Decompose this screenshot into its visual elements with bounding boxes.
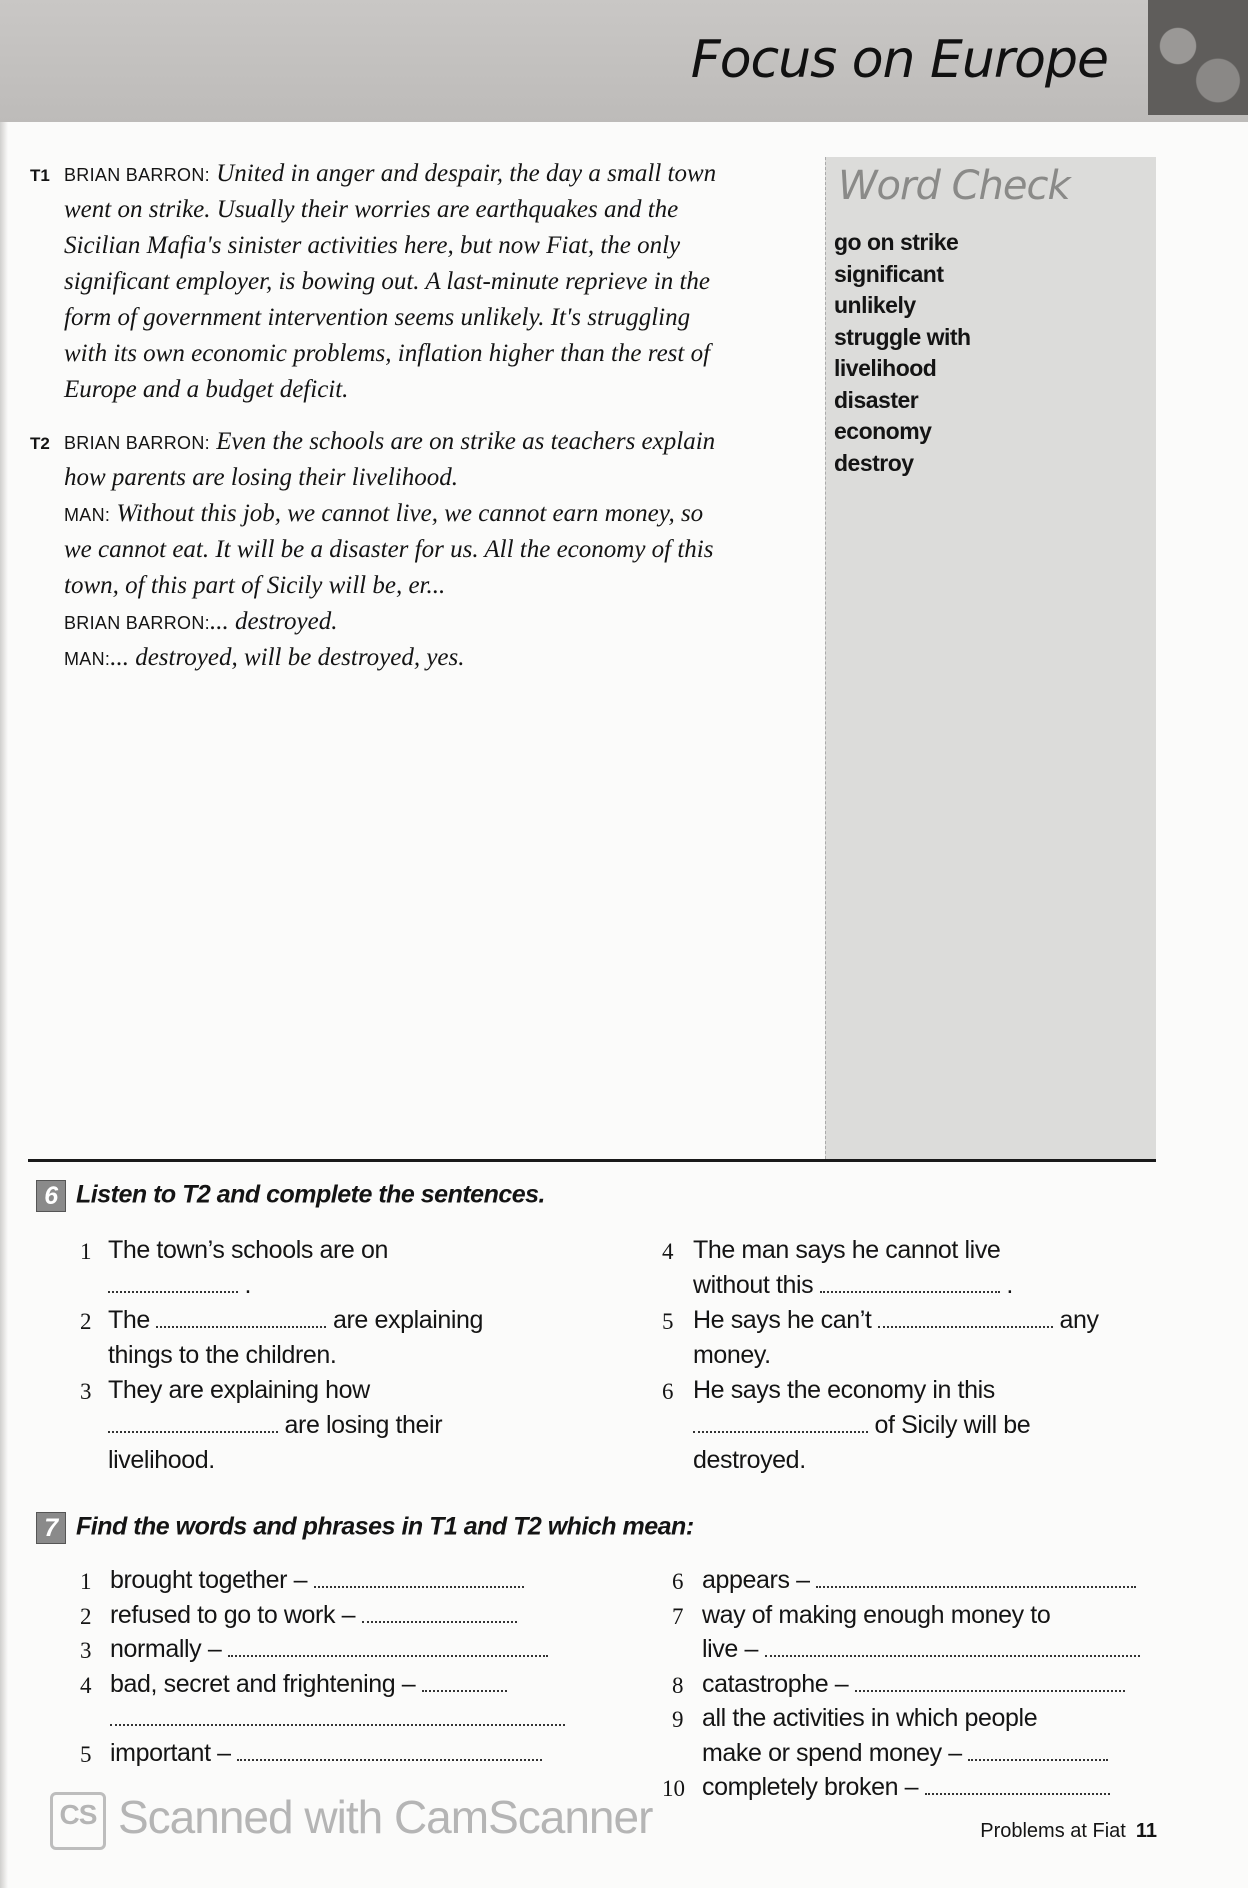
word-check-box: [825, 157, 1156, 1159]
exercise-item-line: [693, 1306, 1099, 1335]
spoken-text: Sicilian Mafia's sinister activities here, but now Fiat, the only: [64, 232, 681, 259]
transcript-line: [30, 608, 810, 644]
item-text: things to the children.: [108, 1341, 337, 1369]
answer-blank[interactable]: [237, 1741, 542, 1761]
spoken-text: significant employer, is bowing out. A last-minute reprieve in the: [64, 268, 710, 295]
item-number: 4: [80, 1672, 92, 1698]
watermark-text: Scanned with CamScanner: [118, 1791, 653, 1843]
europe-map-image: [1148, 0, 1248, 115]
answer-blank[interactable]: [108, 1273, 238, 1293]
transcript-line: [30, 232, 810, 268]
exercise-item-line: [108, 1376, 370, 1405]
word-check-item: destroy: [834, 449, 914, 476]
exercise-item-line: [693, 1376, 995, 1405]
transcript-line: [30, 196, 810, 232]
transcript-line: [30, 572, 810, 608]
transcript-text: [64, 160, 716, 188]
exercise-item-line: [108, 1306, 483, 1335]
transcript-text: [64, 536, 713, 564]
transcript-text: [64, 572, 445, 600]
exercise-item-line: [693, 1341, 771, 1370]
transcript-line: [30, 268, 810, 304]
item-text: appears –: [702, 1566, 817, 1594]
word-check-item: disaster: [834, 386, 919, 413]
exercise-item-line: [693, 1446, 806, 1475]
item-text: any: [1052, 1306, 1099, 1334]
transcript-text: [64, 232, 680, 260]
exercise-6-heading: [36, 1180, 545, 1212]
item-text: important –: [110, 1738, 238, 1767]
speaker-name: MAN:: [64, 505, 111, 525]
transcript-line: [30, 304, 810, 340]
speaker-name: BRIAN BARRON:: [64, 613, 210, 633]
unit-title: Problems at Fiat: [980, 1820, 1126, 1842]
exercise-item-line: [702, 1635, 1140, 1664]
transcript-line: [30, 536, 810, 572]
word-check-item: go on strike: [834, 229, 959, 255]
item-text: He says the economy in this: [693, 1376, 995, 1404]
item-text: of Sicily will be: [868, 1411, 1031, 1439]
word-check-item: significant: [834, 260, 944, 287]
item-text: make or spend money –: [702, 1738, 969, 1767]
spoken-text: town, of this part of Sicily will be, er...: [64, 572, 446, 599]
exercise-item-line: [108, 1411, 442, 1440]
item-text: are losing their: [278, 1411, 443, 1439]
exercise-item-line: [110, 1670, 507, 1699]
word-check-item: economy: [834, 418, 932, 444]
exercise-number-badge: 7: [36, 1512, 66, 1544]
item-number: 10: [662, 1776, 685, 1801]
spoken-text: Europe and a budget deficit.: [64, 376, 349, 403]
item-number: 3: [80, 1379, 92, 1404]
item-number: 5: [80, 1741, 92, 1767]
exercise-item-line: [110, 1601, 517, 1630]
spoken-text: we cannot eat. It will be a disaster for us. All the economy of this: [64, 536, 714, 563]
exercise-item-line: [693, 1411, 1030, 1440]
transcript-text: [64, 268, 710, 296]
spoken-text: how parents are losing their livelihood.: [64, 464, 458, 491]
spoken-text: ... destroyed, will be destroyed, yes.: [110, 644, 465, 671]
exercise-item-line: [108, 1236, 388, 1265]
exercise-instruction: Find the words and phrases in T1 and T2 which mean:: [76, 1512, 694, 1541]
item-number: 5: [662, 1309, 674, 1334]
transcript-t1: [30, 160, 790, 420]
transcript-text: [64, 608, 337, 636]
item-number: 4: [662, 1239, 674, 1264]
spoken-text: United in anger and despair, the day a small town: [209, 160, 717, 187]
transcript-text: [64, 428, 715, 456]
item-text: live –: [702, 1635, 765, 1663]
item-number: 8: [672, 1672, 684, 1698]
exercise-7-heading: [36, 1512, 694, 1544]
word-check-title: Word Check: [838, 163, 1070, 209]
speaker-name: BRIAN BARRON:: [64, 433, 210, 453]
item-number: 9: [672, 1707, 684, 1732]
answer-blank[interactable]: [362, 1603, 517, 1623]
transcript-t2: [30, 428, 790, 688]
item-text: livelihood.: [108, 1446, 215, 1474]
exercise-item-line: [702, 1670, 1125, 1699]
exercise-item-line: [702, 1739, 1108, 1768]
transcript-line: [30, 160, 810, 196]
answer-blank[interactable]: [925, 1775, 1110, 1795]
answer-blank[interactable]: [878, 1308, 1053, 1328]
exercise-item-line: [108, 1341, 336, 1370]
item-number: 1: [80, 1569, 92, 1594]
transcript-text: [64, 376, 348, 404]
spoken-text: form of government intervention seems unlikely. It's struggling: [64, 304, 691, 331]
item-text: are explaining: [326, 1306, 484, 1334]
item-number: 6: [662, 1379, 674, 1404]
item-text: normally –: [110, 1635, 228, 1663]
item-number: 7: [672, 1603, 684, 1629]
item-text: .: [999, 1271, 1013, 1299]
answer-blank[interactable]: [422, 1672, 507, 1692]
spoken-text: with its own economic problems, inflation higher than the rest of: [64, 340, 711, 367]
transcript-text: [64, 304, 690, 332]
exercise-item-line: [702, 1704, 1037, 1733]
transcript-text: [64, 196, 678, 224]
word-check-item: struggle with: [834, 323, 971, 350]
page-edge-shadow: [0, 0, 8, 1888]
exercise-item-line: [702, 1601, 1050, 1630]
item-text: without this: [693, 1271, 820, 1299]
item-text: bad, secret and frightening –: [110, 1669, 422, 1698]
exercise-item-line: [702, 1566, 1136, 1595]
transcript-line: [30, 428, 810, 464]
exercise-item-line: [110, 1704, 565, 1733]
transcript-text: [64, 500, 703, 528]
item-text: They are explaining how: [108, 1376, 370, 1404]
item-text: refused to go to work –: [110, 1600, 362, 1629]
spoken-text: went on strike. Usually their worries are earthquakes and the: [64, 196, 679, 223]
answer-blank[interactable]: [968, 1741, 1108, 1761]
answer-blank[interactable]: [693, 1413, 868, 1433]
page-footer: [980, 1820, 1157, 1843]
exercise-item-line: [702, 1773, 1110, 1802]
exercise-number-badge: 6: [36, 1180, 66, 1212]
camscanner-watermark: [50, 1790, 652, 1850]
transcript-line: [30, 500, 810, 536]
exercise-item-line: [110, 1566, 524, 1595]
page-number: 11: [1135, 1820, 1157, 1842]
item-number: 3: [80, 1638, 92, 1663]
transcript-line: [30, 340, 810, 376]
answer-blank[interactable]: [110, 1706, 565, 1726]
answer-blank[interactable]: [816, 1568, 1136, 1588]
item-text: The town’s schools are on: [108, 1236, 388, 1264]
item-text: brought together –: [110, 1566, 314, 1594]
item-number: 2: [80, 1603, 92, 1629]
answer-blank[interactable]: [765, 1637, 1140, 1657]
answer-blank[interactable]: [108, 1413, 278, 1433]
item-text: The man says he cannot live: [693, 1236, 1001, 1264]
speaker-name: BRIAN BARRON:: [64, 165, 210, 185]
transcript-text: [64, 464, 458, 492]
spoken-text: ... destroyed.: [209, 608, 338, 635]
item-text: He says he can’t: [693, 1306, 878, 1334]
answer-blank[interactable]: [156, 1308, 326, 1328]
exercise-item-line: [108, 1446, 215, 1475]
item-text: destroyed.: [693, 1446, 806, 1474]
camscanner-logo-icon: CS: [50, 1792, 106, 1850]
exercise-item-line: [110, 1635, 548, 1664]
page-header: [0, 0, 1248, 122]
answer-blank[interactable]: [228, 1637, 548, 1657]
exercise-item-line: [108, 1271, 251, 1300]
item-text: way of making enough money to: [702, 1600, 1051, 1629]
transcript-line: [30, 644, 810, 680]
item-text: catastrophe –: [702, 1669, 855, 1698]
item-text: completely broken –: [702, 1773, 925, 1801]
transcript-label: T1: [30, 166, 50, 185]
item-number: 2: [80, 1309, 92, 1334]
speaker-name: MAN:: [64, 649, 111, 669]
answer-blank[interactable]: [314, 1568, 524, 1588]
transcript-label: T2: [30, 434, 50, 453]
exercise-item-line: [110, 1739, 542, 1768]
section-divider: [28, 1159, 1156, 1162]
exercise-instruction: Listen to T2 and complete the sentences.: [76, 1180, 546, 1209]
item-text: money.: [693, 1341, 771, 1369]
exercise-item-line: [693, 1236, 1000, 1265]
item-text: all the activities in which people: [702, 1704, 1038, 1732]
transcript-line: [30, 464, 810, 500]
item-text: .: [238, 1271, 252, 1299]
word-check-item: livelihood: [834, 355, 937, 381]
transcript-text: [64, 644, 465, 672]
spoken-text: Without this job, we cannot live, we cannot earn money, so: [110, 500, 704, 527]
spoken-text: Even the schools are on strike as teachers explain: [209, 428, 716, 455]
answer-blank[interactable]: [855, 1672, 1125, 1692]
item-text: The: [108, 1306, 157, 1334]
answer-blank[interactable]: [820, 1273, 1000, 1293]
word-check-item: unlikely: [834, 292, 916, 318]
item-number: 6: [672, 1569, 684, 1594]
transcript-line: [30, 376, 810, 412]
page-title: Focus on Europe: [690, 30, 1108, 90]
exercise-item-line: [693, 1271, 1013, 1300]
item-number: 1: [80, 1239, 92, 1264]
transcript-text: [64, 340, 710, 368]
